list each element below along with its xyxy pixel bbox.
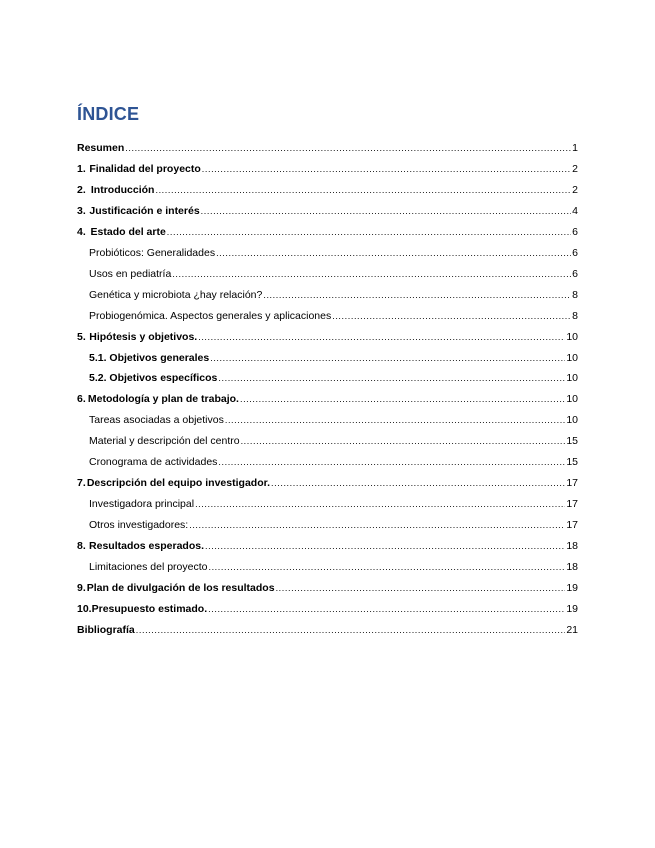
toc-entry-number: 8. [77,540,86,553]
toc-entry-number: 3. [77,204,86,217]
toc-entry-page-number: 6 [572,267,578,280]
toc-dot-leader [205,540,565,552]
toc-entry-page-number: 2 [572,183,578,196]
toc-dot-leader [167,226,571,238]
toc-entry-label: Descripción del equipo investigador. [86,477,271,490]
toc-dot-leader [276,582,566,594]
toc-dot-leader [225,414,565,426]
toc-entry-label: Material y descripción del centro [89,435,240,448]
toc-entry-page-number: 17 [566,498,578,511]
toc-entry-label: Hipótesis y objetivos. [89,330,198,343]
toc-entry[interactable] [77,601,578,615]
toc-entry-label: Probióticos: Generalidades [89,246,216,259]
toc-dot-leader [201,205,571,217]
toc-entry-page-number: 21 [566,623,578,636]
toc-dot-leader [210,352,565,364]
toc-entry[interactable] [89,433,578,447]
toc-entry-page-number: 17 [566,519,578,532]
toc-entry-page-number: 17 [566,477,578,490]
toc-entry-number: 9. [77,581,86,594]
toc-entry-label: Limitaciones del proyecto [89,561,208,573]
toc-entry-number: 6. [77,393,86,406]
toc-entry-label: Metodología y plan de trabajo. [87,393,239,406]
toc-dot-leader [332,310,571,322]
toc-entry[interactable] [77,622,578,636]
toc-entry-label: Justificación e interés [89,204,200,217]
toc-entry-label: Plan de divulgación de los resultados [86,581,275,594]
toc-entry-label: Introducción [90,183,155,196]
toc-dot-leader [189,519,565,531]
toc-entry[interactable] [89,266,578,280]
toc-entry[interactable] [77,224,578,238]
toc-dot-leader [218,372,565,384]
toc-entry-label: Resumen [77,142,125,154]
toc-entry-page-number: 18 [566,540,578,553]
toc-entry-page-number: 10 [566,414,578,427]
toc-entry-label: Genética y microbiota ¿hay relación? [89,288,263,301]
toc-entry-page-number: 19 [566,602,578,615]
toc-dot-leader [271,477,565,489]
toc-entry-label: 5.2. Objetivos específicos [89,372,218,385]
toc-dot-leader [263,289,571,301]
toc-entry[interactable] [89,308,578,322]
toc-entry-label: Investigadora principal [89,498,195,511]
toc-entry[interactable] [89,370,578,384]
toc-entry-label: Resultados esperados. [89,540,205,553]
toc-entry-number: 10. [77,602,92,615]
toc-entry-label: Estado del arte [90,225,166,238]
toc-entry-page-number: 10 [566,351,578,364]
toc-entry-number: 5. [77,330,86,343]
toc-entry-page-number: 8 [572,309,578,322]
toc-entry-label: 5.1. Objetivos generales [89,351,210,364]
toc-dot-leader [240,393,565,405]
toc-entry-label: Presupuesto estimado. [91,602,208,615]
toc-dot-leader [198,331,565,343]
toc-entry-label: Usos en pediatría [89,267,172,280]
toc-entry-page-number: 2 [572,162,578,175]
toc-entry-page-number: 4 [572,204,578,217]
toc-entry-number: 4. [77,225,86,238]
toc-entry[interactable] [77,475,578,489]
toc-entry[interactable] [89,350,578,364]
toc-entry-label: Otros investigadores: [89,519,189,532]
toc-entry-label: Tareas asociadas a objetivos [89,414,224,427]
toc-entry-label: Probiogenómica. Aspectos generales y aplicaciones [89,309,332,322]
index-title: ÍNDICE [77,104,140,124]
toc-entry-number: 7. [77,477,86,490]
toc-entry-page-number: 1 [572,142,578,154]
toc-dot-leader [136,624,566,636]
toc-dot-leader [202,163,571,175]
toc-entry-page-number: 10 [566,330,578,343]
toc-dot-leader [195,498,565,510]
toc-entry[interactable] [77,161,578,175]
toc-entry-label: Cronograma de actividades [89,456,218,469]
toc-entry-page-number: 8 [572,288,578,301]
toc-entry-page-number: 15 [566,435,578,448]
toc-entry[interactable] [89,559,578,573]
toc-entry[interactable] [77,329,578,343]
toc-entry[interactable] [77,391,578,405]
toc-dot-leader [125,142,571,154]
toc-entry[interactable] [77,538,578,552]
toc-entry-page-number: 18 [566,561,578,573]
toc-dot-leader [155,184,571,196]
toc-entry[interactable] [89,412,578,426]
toc-dot-leader [241,435,566,447]
toc-dot-leader [208,561,565,573]
toc-dot-leader [218,456,565,468]
toc-entry[interactable] [89,454,578,468]
toc-entry[interactable] [77,203,578,217]
toc-dot-leader [208,603,565,615]
toc-entry-page-number: 6 [572,225,578,238]
toc-entry-page-number: 15 [566,456,578,469]
toc-dot-leader [172,268,571,280]
toc-entry[interactable] [77,140,578,154]
toc-entry[interactable] [77,182,578,196]
toc-entry-page-number: 10 [566,393,578,406]
toc-entry[interactable] [89,496,578,510]
toc-entry-label: Finalidad del proyecto [89,162,201,175]
toc-dot-leader [216,247,571,259]
toc-entry[interactable] [77,580,578,594]
toc-entry[interactable] [89,245,578,259]
toc-entry-number: 2. [77,183,86,196]
toc-entry-page-number: 19 [566,581,578,594]
toc-entry[interactable] [89,517,578,531]
toc-entry-number: 1. [77,162,86,175]
toc-entry-label: Bibliografía [77,623,135,636]
toc-entry-page-number: 6 [572,246,578,259]
toc-entry[interactable] [89,287,578,301]
toc-entry-page-number: 10 [566,372,578,385]
